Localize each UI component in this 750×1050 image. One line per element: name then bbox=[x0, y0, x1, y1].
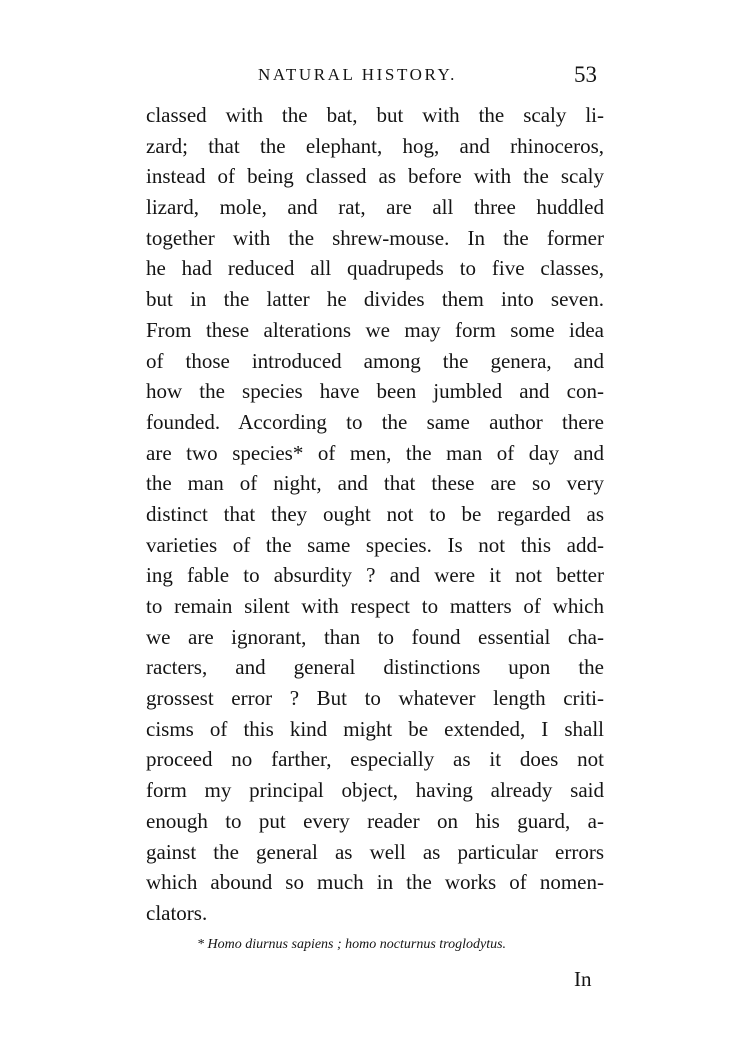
body-text bbox=[146, 100, 604, 929]
body-line: lizard, mole, and rat, are all three huddled bbox=[146, 195, 604, 220]
body-line: ing fable to absurdity ? and were it not better bbox=[146, 563, 604, 588]
body-line: to remain silent with respect to matters of which bbox=[146, 594, 604, 618]
body-line: enough to put every reader on his guard, a- bbox=[146, 808, 604, 833]
body-line: which abound so much in the works of nomen- bbox=[146, 870, 604, 895]
body-line: together with the shrew-mouse. In the former bbox=[146, 225, 604, 250]
body-line: are two species* of men, the man of day and bbox=[146, 440, 604, 465]
body-line: gainst the general as well as particular errors bbox=[146, 839, 604, 864]
body-line: cisms of this kind might be extended, I shall bbox=[146, 716, 604, 741]
body-line: From these alterations we may form some idea bbox=[146, 317, 604, 342]
running-head bbox=[0, 60, 750, 90]
body-line: but in the latter he divides them into seven. bbox=[146, 287, 604, 312]
body-line: grossest error ? But to whatever length criti- bbox=[146, 686, 604, 711]
body-line: form my principal object, having already said bbox=[146, 778, 604, 803]
body-line: clators. bbox=[146, 900, 208, 925]
body-line: founded. According to the same author there bbox=[146, 409, 604, 434]
body-line: instead of being classed as before with the scaly bbox=[146, 164, 604, 189]
body-line: proceed no farther, especially as it does not bbox=[146, 747, 604, 772]
body-line: of those introduced among the genera, and bbox=[146, 348, 604, 373]
body-line: zard; that the elephant, hog, and rhinoceros, bbox=[146, 133, 604, 158]
body-line: distinct that they ought not to be regarded as bbox=[146, 501, 604, 526]
body-line: varieties of the same species. Is not this add- bbox=[146, 532, 604, 557]
body-line: he had reduced all quadrupeds to five classes, bbox=[146, 256, 604, 281]
footnote: * Homo diurnus sapiens ; homo nocturnus troglodytus. bbox=[197, 937, 507, 952]
page-number: 53 bbox=[574, 62, 597, 87]
body-line: the man of night, and that these are so very bbox=[146, 471, 604, 496]
catchword: In bbox=[574, 967, 592, 991]
body-line: how the species have been jumbled and con- bbox=[146, 379, 604, 404]
running-title: NATURAL HISTORY. bbox=[258, 65, 458, 84]
body-line: classed with the bat, but with the scaly li- bbox=[146, 103, 604, 127]
body-line: racters, and general distinctions upon the bbox=[146, 655, 604, 680]
body-line: we are ignorant, than to found essential cha- bbox=[146, 624, 604, 649]
